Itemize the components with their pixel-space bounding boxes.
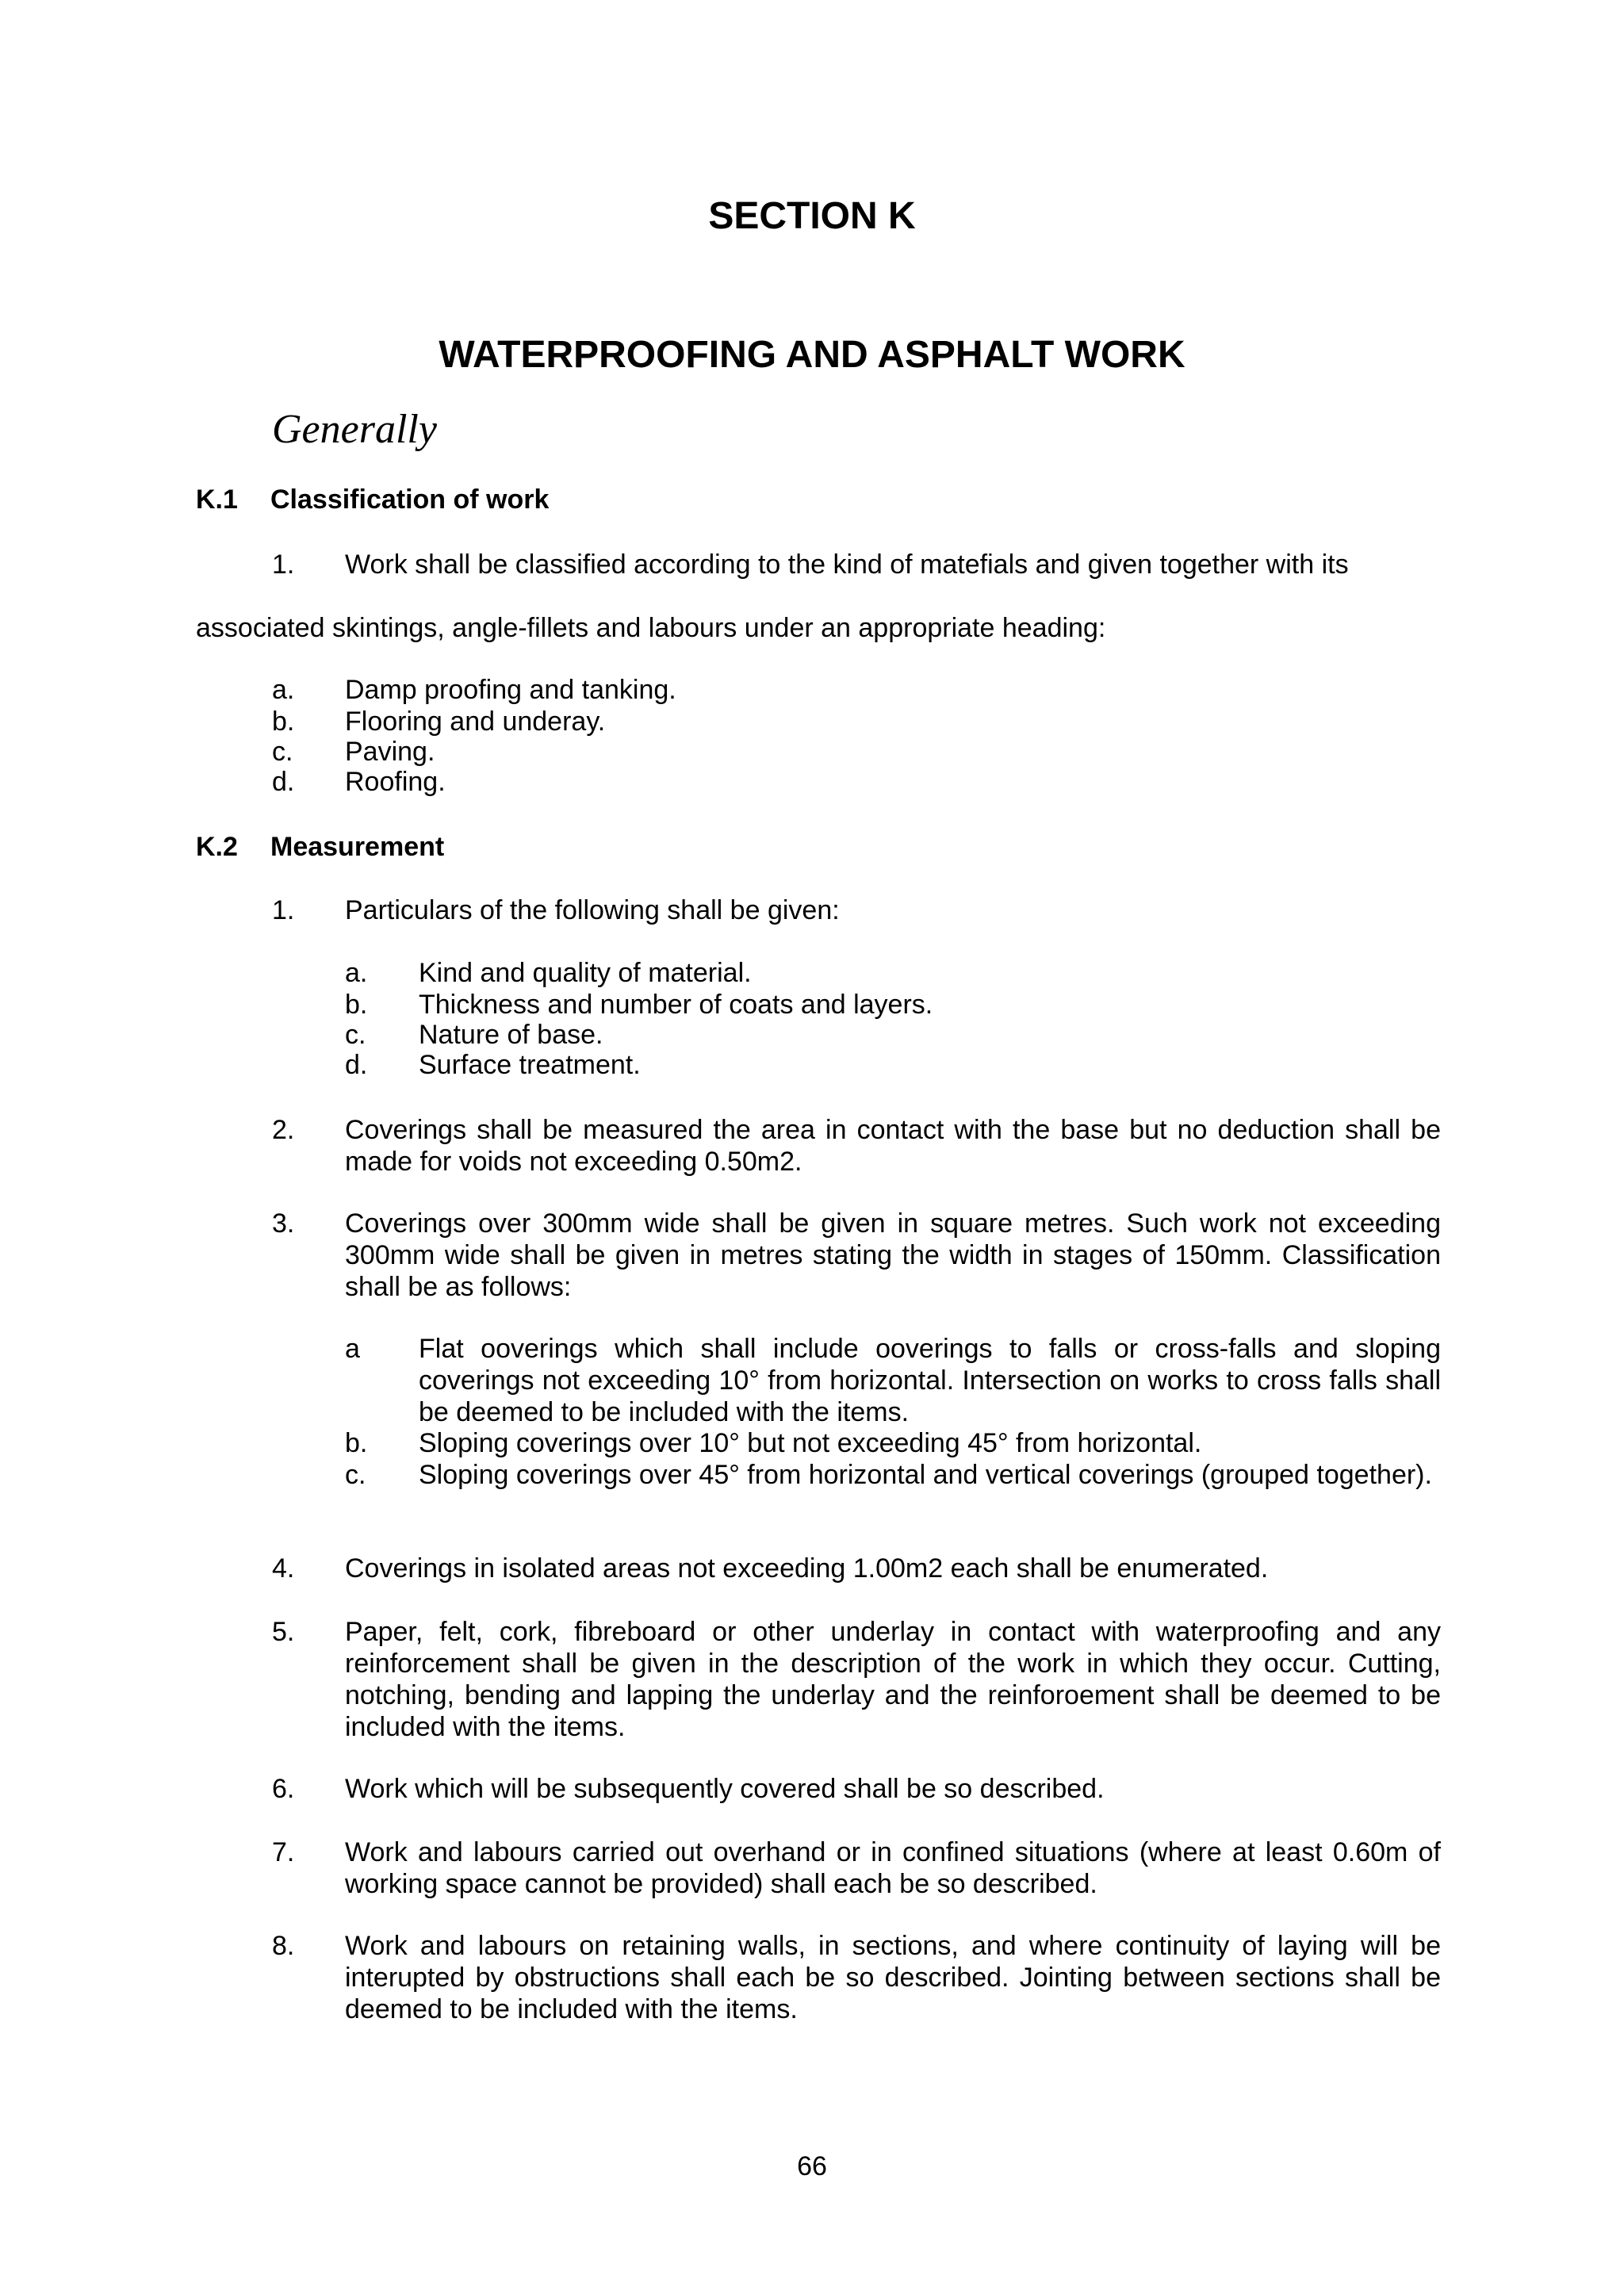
k2-p3-item-text: Sloping coverings over 10° but not exceeding 45° from horizontal. (419, 1428, 1202, 1458)
clause-title-k1: Classification of work (270, 484, 550, 515)
k2-p1-item-letter: a. (345, 958, 368, 988)
k2-para-3-number: 3. (272, 1208, 295, 1239)
k2-para-4-number: 4. (272, 1553, 295, 1584)
k2-p3-item-letter: c. (345, 1460, 366, 1490)
k1-item-text: Damp proofing and tanking. (345, 675, 676, 705)
k2-para-2-text: Coverings shall be measured the area in contact with the base but no deduction shall be made for voids not exceeding 0.50m2. (345, 1115, 1441, 1177)
k2-para-8-text: Work and labours on retaining walls, in sections, and where continuity of laying will be interupted by obstructions shall each be so described. Jointing between sections shall be deemed to be included with the items. (345, 1931, 1441, 2024)
k1-item-letter: c. (272, 737, 293, 767)
k1-item-text: Paving. (345, 737, 435, 767)
main-title: WATERPROOFING AND ASPHALT WORK (439, 334, 1185, 376)
k1-item-text: Flooring and underay. (345, 707, 606, 737)
k1-item-text: Roofing. (345, 767, 446, 797)
k2-p1-item-letter: c. (345, 1020, 366, 1050)
section-title: SECTION K (708, 195, 916, 237)
k2-para-2-number: 2. (272, 1115, 295, 1145)
k1-para-1-number: 1. (272, 550, 295, 580)
k2-para-4-text: Coverings in isolated areas not exceeding 1.00m2 each shall be enumerated. (345, 1553, 1269, 1584)
k1-para-1-line-1: Work shall be classified according to the kind of matefials and given together with its (345, 550, 1349, 580)
k2-p3-item-text: Sloping coverings over 45° from horizontal and vertical coverings (grouped together). (419, 1460, 1432, 1490)
k2-p1-item-letter: d. (345, 1050, 368, 1080)
k2-para-7-number: 7. (272, 1837, 295, 1867)
page-number: 66 (797, 2151, 827, 2181)
k1-item-letter: b. (272, 707, 295, 737)
k2-para-1-number: 1. (272, 895, 295, 925)
k1-item-letter: a. (272, 675, 295, 705)
k2-p3-item-letter: b. (345, 1428, 368, 1458)
k2-p3-item-letter: a (345, 1334, 360, 1364)
clause-title-k2: Measurement (270, 832, 445, 862)
k2-para-5-text: Paper, felt, cork, fibreboard or other underlay in contact with waterproofing and any reinforcement shall be given in the description of the work in which they occur. Cutting, notching, bending and lapping the underlay and the reinforoement shall be deemed to be included with the items. (345, 1617, 1441, 1742)
k2-para-1-text: Particulars of the following shall be given: (345, 895, 840, 925)
k2-para-6-text: Work which will be subsequently covered shall be so described. (345, 1774, 1105, 1804)
subheading: Generally (272, 407, 437, 452)
k2-para-5-number: 5. (272, 1617, 295, 1647)
k2-p1-item-text: Nature of base. (419, 1020, 603, 1050)
k2-para-6-number: 6. (272, 1774, 295, 1804)
k2-p1-item-text: Thickness and number of coats and layers. (419, 990, 933, 1020)
k2-p1-item-letter: b. (345, 990, 368, 1020)
k2-para-7-text: Work and labours carried out overhand or in confined situations (where at least 0.60m of working space cannot be provided) shall each be so described. (345, 1837, 1441, 1899)
k2-para-8-number: 8. (272, 1931, 295, 1961)
k1-item-letter: d. (272, 767, 295, 797)
k2-p1-item-text: Kind and quality of material. (419, 958, 752, 988)
k2-p3-item-text: Flat ooverings which shall include ooverings to falls or cross-falls and sloping coverings not exceeding 10° from horizontal. Intersection on works to cross falls shall be deemed to be included with the items. (419, 1334, 1441, 1427)
k2-para-3-text: Coverings over 300mm wide shall be given in square metres. Such work not exceeding 300mm wide shall be given in metres stating the width in stages of 150mm. Classification shall be as follows: (345, 1208, 1441, 1302)
clause-number-k1: K.1 (196, 484, 238, 515)
k2-p1-item-text: Surface treatment. (419, 1050, 641, 1080)
k1-para-1-line-2: associated skintings, angle-fillets and labours under an appropriate heading: (196, 613, 1106, 643)
clause-number-k2: K.2 (196, 832, 238, 862)
